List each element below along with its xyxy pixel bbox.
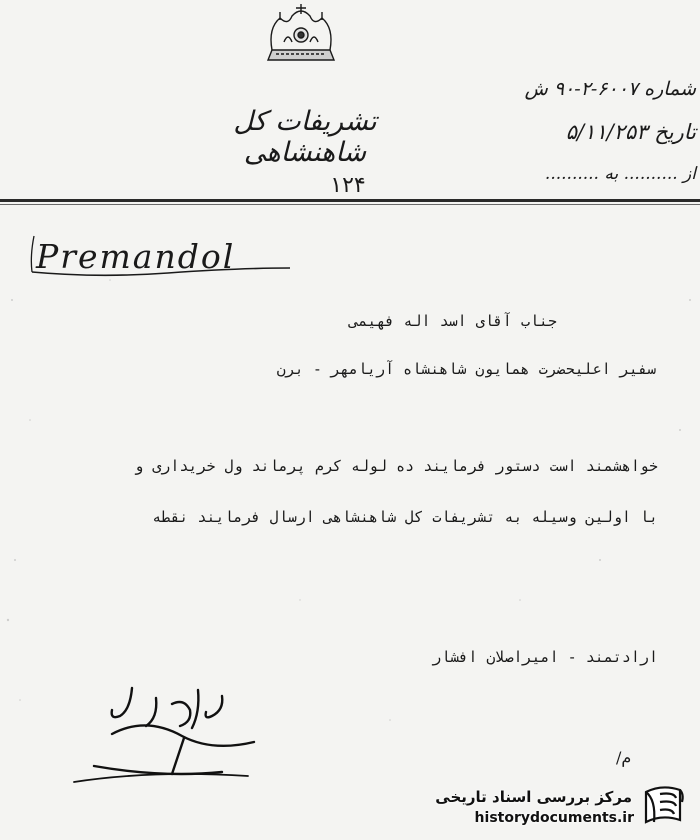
letter-body-line-2: با اولین وسیله به تشریفات کل شاهنشاهی ارسال فرمایند نقطه: [152, 508, 658, 526]
pahlavi-crown-emblem: [258, 2, 344, 72]
organization-title: تشریفات کل شاهنشاهی: [233, 106, 377, 168]
handwritten-signature: [72, 676, 258, 786]
header-divider-thin: [0, 204, 700, 205]
archive-watermark-title: مرکز بررسی اسناد تاریخی: [435, 788, 632, 806]
letter-body-line-1: خواهشمند است دستور فرمایند ده لوله کرم پرماند ول خریداری و: [134, 457, 658, 475]
book-scroll-icon: [640, 782, 686, 828]
reference-number: ۱۲۴: [330, 173, 366, 198]
document-number: شماره ۶۰۰۷-۲-۹۰ ش: [524, 78, 696, 100]
handwritten-product-name: Premandol: [36, 237, 236, 276]
recipient-title: سفیر اعلیحضرت همایون شاهنشاه آریامهر - برن: [276, 360, 656, 378]
recipient-name: جناب آقای اسد اله فهیمی: [349, 312, 557, 330]
clerk-mark: م/: [616, 748, 632, 767]
header-divider: [0, 199, 700, 202]
document-date: تاریخ ۵/۱۱/۲۵۳: [565, 120, 696, 144]
closing-signatory: ارادتمند - امیراصلان افشار: [432, 648, 658, 666]
archive-watermark-url: historydocuments.ir: [474, 810, 634, 826]
document-from-to: از .......... به ..........: [544, 164, 696, 184]
